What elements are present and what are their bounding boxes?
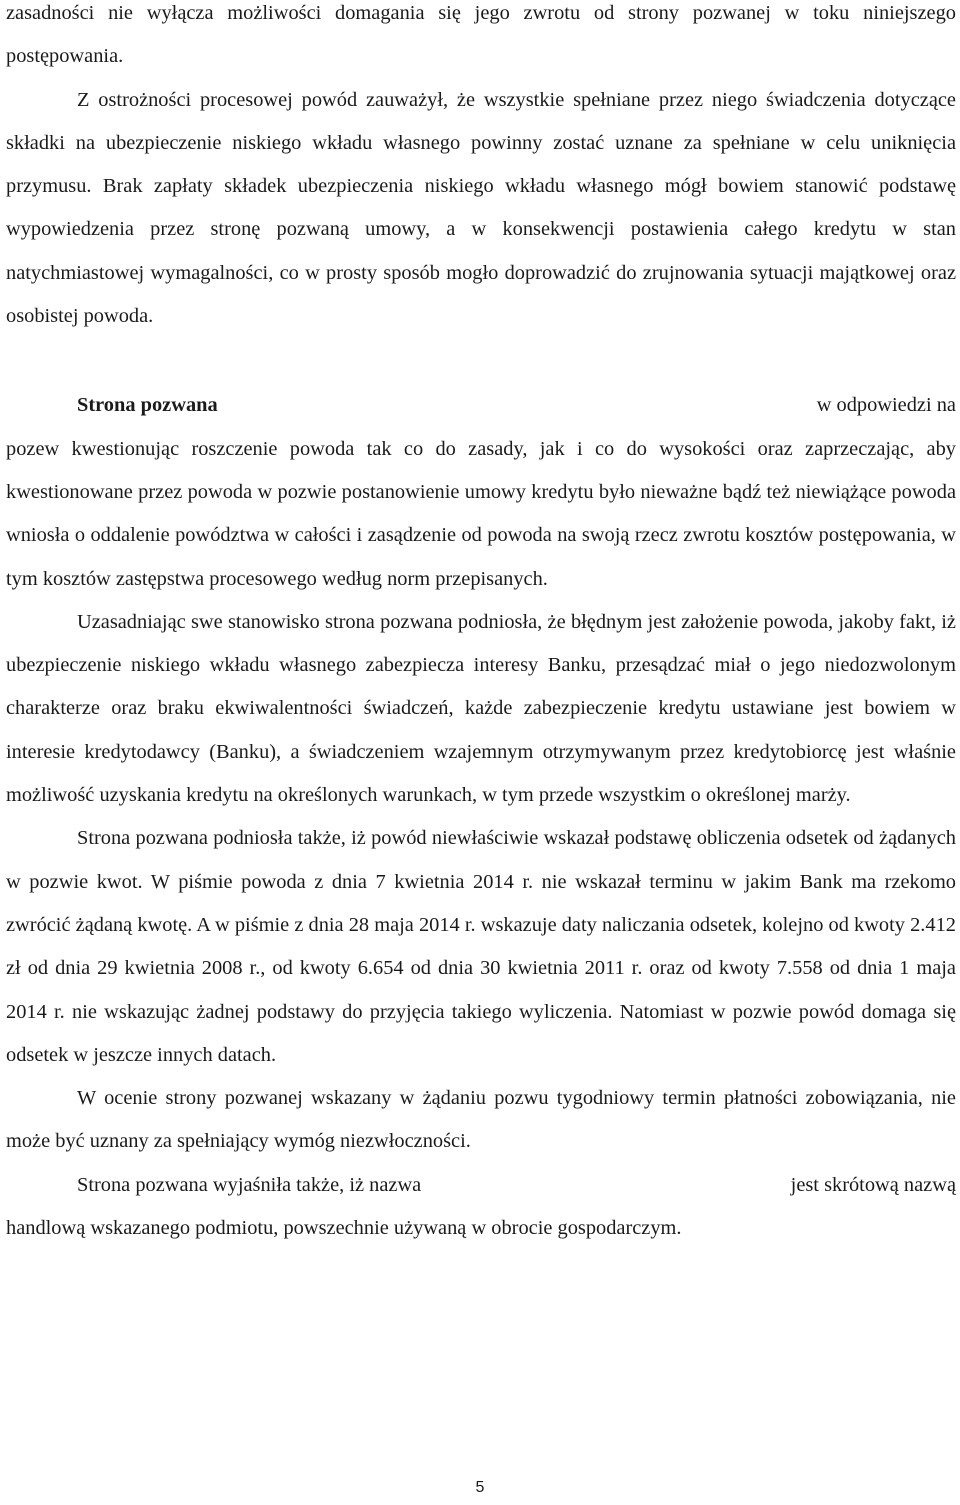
- name-explanation-left: Strona pozwana wyjaśniła także, iż nazwa: [77, 1173, 422, 1196]
- name-explanation-right: jest skrótową nazwą: [790, 1173, 956, 1196]
- paragraph-trade-name: handlową wskazanego podmiotu, powszechnie używaną w obrocie gospodarczym.: [6, 1217, 682, 1240]
- defendant-heading-right: w odpowiedzi na: [816, 394, 956, 417]
- paragraph-defendant-response: pozew kwestionując roszczenie powoda tak co do zasady, jak i co do wysokości oraz zaprzeczając, aby kwestionowane przez powoda w pozwie postanowienie umowy kredytu było nieważne bądź też niewiążące powoda wniosła o oddalenie powództwa w całości i zasądzenie od powoda na swoją rzecz zwrotu kosztów postępowania, w tym kosztów zastępstwa procesowego według norm przepisanych.: [6, 437, 956, 590]
- name-explanation-line: [6, 1164, 956, 1207]
- paragraph-interest: Strona pozwana podniosła także, iż powód niewłaściwie wskazał podstawę obliczenia odsetek od żądanych w pozwie kwot. W piśmie powoda z dnia 7 kwietnia 2014 r. nie wskazał terminu w jakim Bank ma rzekomo zwrócić żądaną kwotę. A w piśmie z dnia 28 maja 2014 r. wskazuje daty naliczania odsetek, kolejno od kwoty 2.412 zł od dnia 29 kwietnia 2008 r., od kwoty 6.654 od dnia 30 kwietnia 2011 r. oraz od kwoty 7.558 od dnia 1 maja 2014 r. nie wskazując żadnej podstawy do przyjęcia takiego wyliczenia. Natomiast w pozwie powód domaga się odsetek w jeszcze innych datach.: [6, 827, 956, 1066]
- paragraph-precaution: Z ostrożności procesowej powód zauważył, że wszystkie spełniane przez niego świadczenia dotyczące składki na ubezpieczenie niskiego wkładu własnego powinny zostać uznane za spełniane w celu uniknięcia przymusu. Brak zapłaty składek ubezpieczenia niskiego wkładu własnego mógł bowiem stanowić podstawę wypowiedzenia przez stronę pozwaną umowy, a w konsekwencji postawienia całego kredytu w stan natychmiastowej wymagalności, co w prosty sposób mogło doprowadzić do zrujnowania sytuacji majątkowej oraz osobistej powoda.: [6, 88, 956, 328]
- defendant-heading: Strona pozwana: [77, 394, 218, 417]
- defendant-heading-line: [6, 384, 956, 427]
- document-page: [6, 0, 956, 1250]
- paragraph-payment-term: W ocenie strony pozwanej wskazany w żądaniu pozwu tygodniowy termin płatności zobowiązania, nie może być uznany za spełniający wymóg niezwłoczności.: [6, 1087, 956, 1153]
- paragraph-continuation: zasadności nie wyłącza możliwości domagania się jego zwrotu od strony pozwanej w toku niniejszego postępowania.: [6, 2, 956, 68]
- paragraph-justification: Uzasadniając swe stanowisko strona pozwana podniosła, że błędnym jest założenie powoda, jakoby fakt, iż ubezpieczenie niskiego wkładu własnego zabezpiecza interesy Banku, przesądzać miał o jego niedozwolonym charakterze oraz braku ekwiwalentności świadczeń, każde zabezpieczenie kredytu ustawiane jest bowiem w interesie kredytodawcy (Banku), a świadczeniem wzajemnym otrzymywanym przez kredytobiorcę jest właśnie możliwość uzyskania kredytu na określonych warunkach, w tym przede wszystkim o określonej marży.: [6, 610, 956, 807]
- page-number: 5: [475, 1479, 485, 1496]
